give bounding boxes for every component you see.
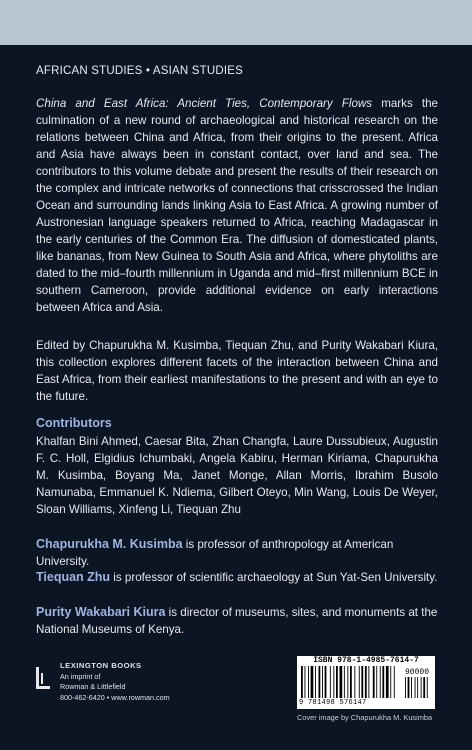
publisher-parent: Rowman & Littlefield [60,682,126,691]
publisher-block [36,661,216,721]
publisher-imprint: An imprint of [60,671,101,681]
barcode-addon-digits: 90000 [405,668,430,677]
editor-bio-text: is professor of anthropology at American University. [36,538,394,568]
cover-credit: Cover image by Chapurukha M. Kusimba [297,713,433,722]
editor-name: Purity Wakabari Kiura [36,605,166,619]
isbn-label: ISBN 978-1-4985-7614-7 [313,656,419,665]
editor-name: Chapurukha M. Kusimba [36,537,183,551]
publisher-name: LEXINGTON BOOKS [60,661,142,670]
editor-bio [36,569,438,586]
category-label: AFRICAN STUDIES • ASIAN STUDIES [36,65,244,77]
editor-bio [36,604,438,638]
editors-paragraph: Edited by Chapurukha M. Kusimba, Tiequan Zhu, and Purity Wakabari Kiura, this collection explores different facets of the interaction between China and East Africa, from their earliest manifestations to the present and with an eye to the future. [36,339,438,403]
editor-name: Tiequan Zhu [36,570,111,584]
book-title: China and East Africa: Ancient Ties, Contemporary Flows [36,97,373,110]
publisher-logo-icon [36,667,50,689]
barcode [297,656,435,709]
barcode-digits: 9 781498 576147 [299,699,367,707]
publisher-text [60,661,170,703]
top-color-band [0,0,472,45]
editor-bio-text: is director of museums, sites, and monuments at the National Museums of Kenya. [36,606,438,636]
description-paragraph [36,95,438,316]
contributors-heading: Contributors [36,416,112,430]
description-text: marks the culmination of a new round of archaeological and historical research on the relations between China and Africa, from their origins to the present. Africa and Asia have always been in constant contact, over land and sea. The contributors to this volume debate and present the results of their research on the complex and intricate networks of connections that crisscrossed the Indian Ocean and surrounding lands linking Asia to East Africa. A growing number of Austronesian language speakers returned to Africa, reaching Madagascar in the early centuries of the Common Era. The diffusion of domesticated plants, like bananas, from New Guinea to South Asia and Africa, where phytoliths are dated to the mid–fourth millennium in Uganda and mid–first millennium BCE in southern Cameroon, provide additional evidence on early interactions between Africa and Asia. [36,97,438,314]
contributors-list: Khalfan Bini Ahmed, Caesar Bita, Zhan Changfa, Laure Dussubieux, Augustin F. C. Holl, Elgidius Ichumbaki, Angela Kabiru, Herman Kiriama, Chapurukha M. Kusimba, Boyang Ma, Janet Monge, Allan Morris, Ibrahim Busolo Namunaba, Emmanuel K. Ndiema, Gilbert Oteyo, Min Wang, Louis De Weyer, Sloan Williams, Xinfeng Li, Tiequan Zhu [36,435,438,516]
editor-bio-text: is professor of scientific archaeology at Sun Yat-Sen University. [110,571,438,584]
publisher-contact: 800-462-6420 • www.rowman.com [60,692,170,702]
editor-bio [36,536,438,570]
